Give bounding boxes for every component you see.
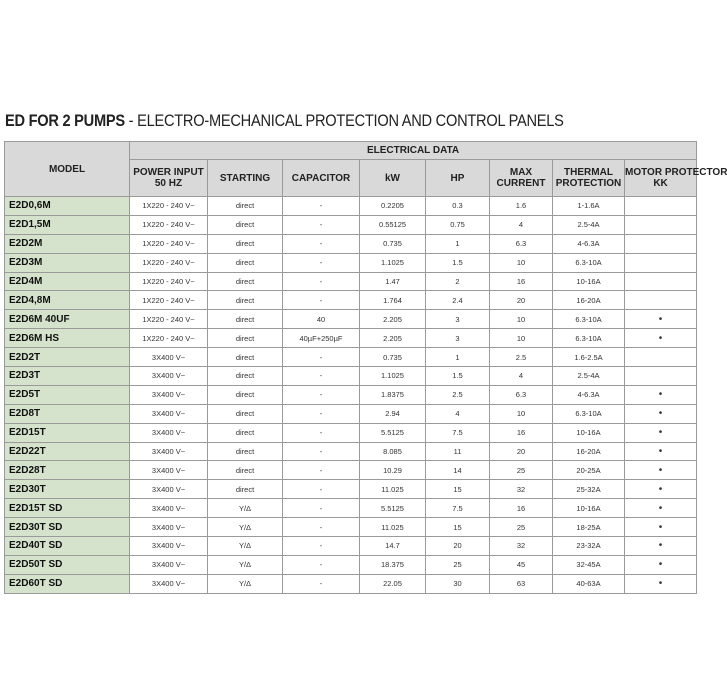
header-line1: POWER INPUT	[133, 167, 204, 178]
cell-hp: 1	[426, 348, 490, 367]
cell-model: E2D2T	[5, 348, 130, 367]
cell-kw: 0.735	[360, 234, 426, 253]
cell-power-input: 3X400 V~	[130, 574, 208, 593]
header-line2: CURRENT	[496, 178, 546, 189]
cell-starting: direct	[208, 480, 283, 499]
cell-thermal-protection: 6.3-10A	[553, 310, 625, 329]
cell-capacitor: -	[283, 574, 360, 593]
cell-capacitor: -	[283, 404, 360, 423]
cell-thermal-protection: 16-20A	[553, 291, 625, 310]
header-max-current	[490, 160, 553, 197]
cell-power-input: 3X400 V~	[130, 480, 208, 499]
cell-starting: direct	[208, 215, 283, 234]
cell-capacitor: -	[283, 518, 360, 537]
cell-kw: 1.764	[360, 291, 426, 310]
table-row	[5, 253, 697, 272]
cell-thermal-protection: 40-63A	[553, 574, 625, 593]
table-row	[5, 367, 697, 386]
cell-thermal-protection: 6.3-10A	[553, 253, 625, 272]
cell-model: E2D6M HS	[5, 329, 130, 348]
cell-motor-protector: •	[625, 461, 697, 480]
cell-max-current: 4	[490, 215, 553, 234]
table-row	[5, 272, 697, 291]
table-row	[5, 215, 697, 234]
header-line1: THERMAL	[564, 167, 613, 178]
cell-model: E2D1,5M	[5, 215, 130, 234]
cell-kw: 5.5125	[360, 499, 426, 518]
cell-starting: direct	[208, 423, 283, 442]
cell-max-current: 10	[490, 310, 553, 329]
cell-model: E2D30T SD	[5, 518, 130, 537]
cell-hp: 30	[426, 574, 490, 593]
cell-starting: Y/Δ	[208, 518, 283, 537]
cell-hp: 7.5	[426, 499, 490, 518]
cell-model: E2D3M	[5, 253, 130, 272]
cell-max-current: 25	[490, 518, 553, 537]
cell-starting: Y/Δ	[208, 555, 283, 574]
cell-kw: 2.94	[360, 404, 426, 423]
header-line1: STARTING	[219, 172, 271, 184]
header-line2: 50 HZ	[154, 178, 183, 189]
cell-motor-protector	[625, 272, 697, 291]
header-line1: MAX	[509, 167, 533, 178]
cell-power-input: 3X400 V~	[130, 518, 208, 537]
table-body	[5, 197, 697, 594]
cell-power-input: 1X220 - 240 V~	[130, 310, 208, 329]
cell-capacitor: -	[283, 197, 360, 216]
cell-max-current: 16	[490, 499, 553, 518]
cell-thermal-protection: 4-6.3A	[553, 234, 625, 253]
table-row	[5, 461, 697, 480]
cell-model: E2D4M	[5, 272, 130, 291]
cell-power-input: 1X220 - 240 V~	[130, 197, 208, 216]
cell-thermal-protection: 20-25A	[553, 461, 625, 480]
cell-thermal-protection: 1.6-2.5A	[553, 348, 625, 367]
cell-starting: direct	[208, 367, 283, 386]
cell-max-current: 20	[490, 291, 553, 310]
cell-hp: 3	[426, 310, 490, 329]
title-bold: ED FOR 2 PUMPS	[5, 111, 125, 130]
cell-max-current: 63	[490, 574, 553, 593]
cell-kw: 18.375	[360, 555, 426, 574]
cell-hp: 25	[426, 555, 490, 574]
cell-hp: 1.5	[426, 367, 490, 386]
cell-kw: 11.025	[360, 480, 426, 499]
cell-model: E2D4,8M	[5, 291, 130, 310]
electrical-data-table	[4, 141, 727, 594]
cell-capacitor: -	[283, 215, 360, 234]
cell-hp: 2.4	[426, 291, 490, 310]
cell-capacitor: -	[283, 367, 360, 386]
cell-motor-protector	[625, 253, 697, 272]
cell-max-current: 45	[490, 555, 553, 574]
table-row	[5, 385, 697, 404]
cell-model: E2D2M	[5, 234, 130, 253]
cell-hp: 20	[426, 537, 490, 556]
cell-power-input: 1X220 - 240 V~	[130, 291, 208, 310]
header-hp	[426, 160, 490, 197]
cell-motor-protector: •	[625, 518, 697, 537]
cell-power-input: 3X400 V~	[130, 442, 208, 461]
header-model: MODEL	[5, 142, 130, 197]
cell-motor-protector	[625, 291, 697, 310]
table-row	[5, 234, 697, 253]
cell-capacitor: 40µF+250µF	[283, 329, 360, 348]
header-electrical-data: ELECTRICAL DATA	[130, 142, 697, 160]
cell-hp: 14	[426, 461, 490, 480]
cell-power-input: 1X220 - 240 V~	[130, 329, 208, 348]
cell-power-input: 3X400 V~	[130, 385, 208, 404]
cell-starting: direct	[208, 272, 283, 291]
cell-thermal-protection: 32-45A	[553, 555, 625, 574]
cell-capacitor: -	[283, 499, 360, 518]
title-rest: - ELECTRO-MECHANICAL PROTECTION AND CONTROL PANELS	[124, 111, 564, 130]
cell-max-current: 10	[490, 404, 553, 423]
cell-max-current: 16	[490, 423, 553, 442]
table-row	[5, 537, 697, 556]
header-line2: KK	[653, 178, 668, 189]
cell-max-current: 6.3	[490, 385, 553, 404]
table-row	[5, 442, 697, 461]
header-power-input	[130, 160, 208, 197]
cell-kw: 2.205	[360, 310, 426, 329]
cell-model: E2D40T SD	[5, 537, 130, 556]
cell-hp: 2	[426, 272, 490, 291]
cell-hp: 1	[426, 234, 490, 253]
cell-model: E2D30T	[5, 480, 130, 499]
cell-kw: 1.1025	[360, 367, 426, 386]
cell-thermal-protection: 25-32A	[553, 480, 625, 499]
cell-starting: Y/Δ	[208, 499, 283, 518]
cell-capacitor: -	[283, 253, 360, 272]
cell-model: E2D8T	[5, 404, 130, 423]
cell-motor-protector: •	[625, 442, 697, 461]
cell-power-input: 3X400 V~	[130, 499, 208, 518]
cell-hp: 7.5	[426, 423, 490, 442]
cell-thermal-protection: 6.3-10A	[553, 404, 625, 423]
cell-starting: direct	[208, 234, 283, 253]
cell-hp: 0.3	[426, 197, 490, 216]
cell-starting: direct	[208, 197, 283, 216]
cell-starting: direct	[208, 404, 283, 423]
cell-hp: 3	[426, 329, 490, 348]
cell-motor-protector: •	[625, 574, 697, 593]
cell-kw: 11.025	[360, 518, 426, 537]
cell-power-input: 3X400 V~	[130, 367, 208, 386]
cell-model: E2D15T SD	[5, 499, 130, 518]
header-motor-protector	[625, 160, 727, 197]
table-row	[5, 310, 697, 329]
cell-max-current: 25	[490, 461, 553, 480]
table-row	[5, 574, 697, 593]
cell-capacitor: -	[283, 234, 360, 253]
cell-power-input: 1X220 - 240 V~	[130, 253, 208, 272]
cell-thermal-protection: 1-1.6A	[553, 197, 625, 216]
cell-max-current: 2.5	[490, 348, 553, 367]
cell-max-current: 32	[490, 480, 553, 499]
cell-starting: direct	[208, 348, 283, 367]
cell-model: E2D15T	[5, 423, 130, 442]
cell-model: E2D0,6M	[5, 197, 130, 216]
cell-model: E2D5T	[5, 385, 130, 404]
cell-thermal-protection: 2.5-4A	[553, 215, 625, 234]
cell-motor-protector	[625, 234, 697, 253]
cell-kw: 1.8375	[360, 385, 426, 404]
cell-motor-protector: •	[625, 329, 697, 348]
cell-motor-protector: •	[625, 480, 697, 499]
cell-starting: Y/Δ	[208, 574, 283, 593]
cell-thermal-protection: 2.5-4A	[553, 367, 625, 386]
header-kw	[360, 160, 426, 197]
cell-kw: 14.7	[360, 537, 426, 556]
cell-hp: 11	[426, 442, 490, 461]
cell-model: E2D50T SD	[5, 555, 130, 574]
cell-thermal-protection: 10-16A	[553, 499, 625, 518]
header-line1: HP	[450, 172, 465, 184]
cell-thermal-protection: 6.3-10A	[553, 329, 625, 348]
table-row	[5, 423, 697, 442]
table-row	[5, 480, 697, 499]
cell-motor-protector: •	[625, 310, 697, 329]
cell-max-current: 10	[490, 253, 553, 272]
table-row	[5, 499, 697, 518]
cell-capacitor: -	[283, 442, 360, 461]
cell-power-input: 3X400 V~	[130, 348, 208, 367]
cell-kw: 22.05	[360, 574, 426, 593]
cell-hp: 15	[426, 480, 490, 499]
header-line2: PROTECTION	[555, 178, 622, 189]
cell-capacitor: -	[283, 348, 360, 367]
cell-capacitor: -	[283, 480, 360, 499]
cell-hp: 15	[426, 518, 490, 537]
cell-kw: 8.085	[360, 442, 426, 461]
cell-capacitor: -	[283, 272, 360, 291]
cell-power-input: 3X400 V~	[130, 404, 208, 423]
cell-model: E2D3T	[5, 367, 130, 386]
cell-hp: 0.75	[426, 215, 490, 234]
cell-starting: direct	[208, 253, 283, 272]
cell-power-input: 3X400 V~	[130, 555, 208, 574]
header-line1: kW	[385, 172, 400, 184]
cell-kw: 0.2205	[360, 197, 426, 216]
cell-capacitor: -	[283, 537, 360, 556]
table-row	[5, 348, 697, 367]
page-title	[5, 111, 564, 131]
cell-model: E2D60T SD	[5, 574, 130, 593]
cell-motor-protector: •	[625, 499, 697, 518]
cell-thermal-protection: 23-32A	[553, 537, 625, 556]
cell-capacitor: -	[283, 461, 360, 480]
cell-thermal-protection: 10-16A	[553, 423, 625, 442]
cell-max-current: 4	[490, 367, 553, 386]
cell-motor-protector: •	[625, 404, 697, 423]
cell-kw: 0.55125	[360, 215, 426, 234]
cell-capacitor: -	[283, 385, 360, 404]
cell-hp: 2.5	[426, 385, 490, 404]
cell-starting: Y/Δ	[208, 537, 283, 556]
table-row	[5, 197, 697, 216]
table-row	[5, 291, 697, 310]
cell-motor-protector	[625, 367, 697, 386]
cell-starting: direct	[208, 310, 283, 329]
cell-max-current: 32	[490, 537, 553, 556]
cell-motor-protector	[625, 197, 697, 216]
cell-max-current: 1.6	[490, 197, 553, 216]
table-row	[5, 404, 697, 423]
cell-kw: 1.1025	[360, 253, 426, 272]
cell-hp: 1.5	[426, 253, 490, 272]
cell-capacitor: 40	[283, 310, 360, 329]
cell-motor-protector: •	[625, 423, 697, 442]
cell-power-input: 1X220 - 240 V~	[130, 234, 208, 253]
cell-kw: 5.5125	[360, 423, 426, 442]
cell-motor-protector: •	[625, 537, 697, 556]
cell-starting: direct	[208, 291, 283, 310]
cell-capacitor: -	[283, 423, 360, 442]
cell-power-input: 3X400 V~	[130, 537, 208, 556]
cell-starting: direct	[208, 385, 283, 404]
cell-model: E2D28T	[5, 461, 130, 480]
cell-max-current: 6.3	[490, 234, 553, 253]
cell-motor-protector	[625, 215, 697, 234]
cell-max-current: 10	[490, 329, 553, 348]
table-row	[5, 555, 697, 574]
cell-max-current: 20	[490, 442, 553, 461]
cell-kw: 1.47	[360, 272, 426, 291]
cell-thermal-protection: 18-25A	[553, 518, 625, 537]
cell-starting: direct	[208, 442, 283, 461]
cell-motor-protector: •	[625, 385, 697, 404]
cell-kw: 10.29	[360, 461, 426, 480]
cell-thermal-protection: 4-6.3A	[553, 385, 625, 404]
header-line1: CAPACITOR	[291, 172, 351, 184]
cell-thermal-protection: 16-20A	[553, 442, 625, 461]
cell-thermal-protection: 10-16A	[553, 272, 625, 291]
table-row	[5, 329, 697, 348]
cell-kw: 0.735	[360, 348, 426, 367]
cell-power-input: 3X400 V~	[130, 461, 208, 480]
cell-hp: 4	[426, 404, 490, 423]
cell-motor-protector: •	[625, 555, 697, 574]
cell-power-input: 1X220 - 240 V~	[130, 272, 208, 291]
cell-starting: direct	[208, 329, 283, 348]
cell-model: E2D6M 40UF	[5, 310, 130, 329]
cell-power-input: 3X400 V~	[130, 423, 208, 442]
cell-power-input: 1X220 - 240 V~	[130, 215, 208, 234]
cell-max-current: 16	[490, 272, 553, 291]
cell-capacitor: -	[283, 555, 360, 574]
cell-capacitor: -	[283, 291, 360, 310]
header-thermal-protection	[553, 160, 625, 197]
header-capacitor	[283, 160, 360, 197]
header-starting	[208, 160, 283, 197]
table-row	[5, 518, 697, 537]
cell-motor-protector	[625, 348, 697, 367]
header-line1: MOTOR PROTECTOR	[625, 167, 727, 178]
cell-starting: direct	[208, 461, 283, 480]
cell-model: E2D22T	[5, 442, 130, 461]
cell-kw: 2.205	[360, 329, 426, 348]
